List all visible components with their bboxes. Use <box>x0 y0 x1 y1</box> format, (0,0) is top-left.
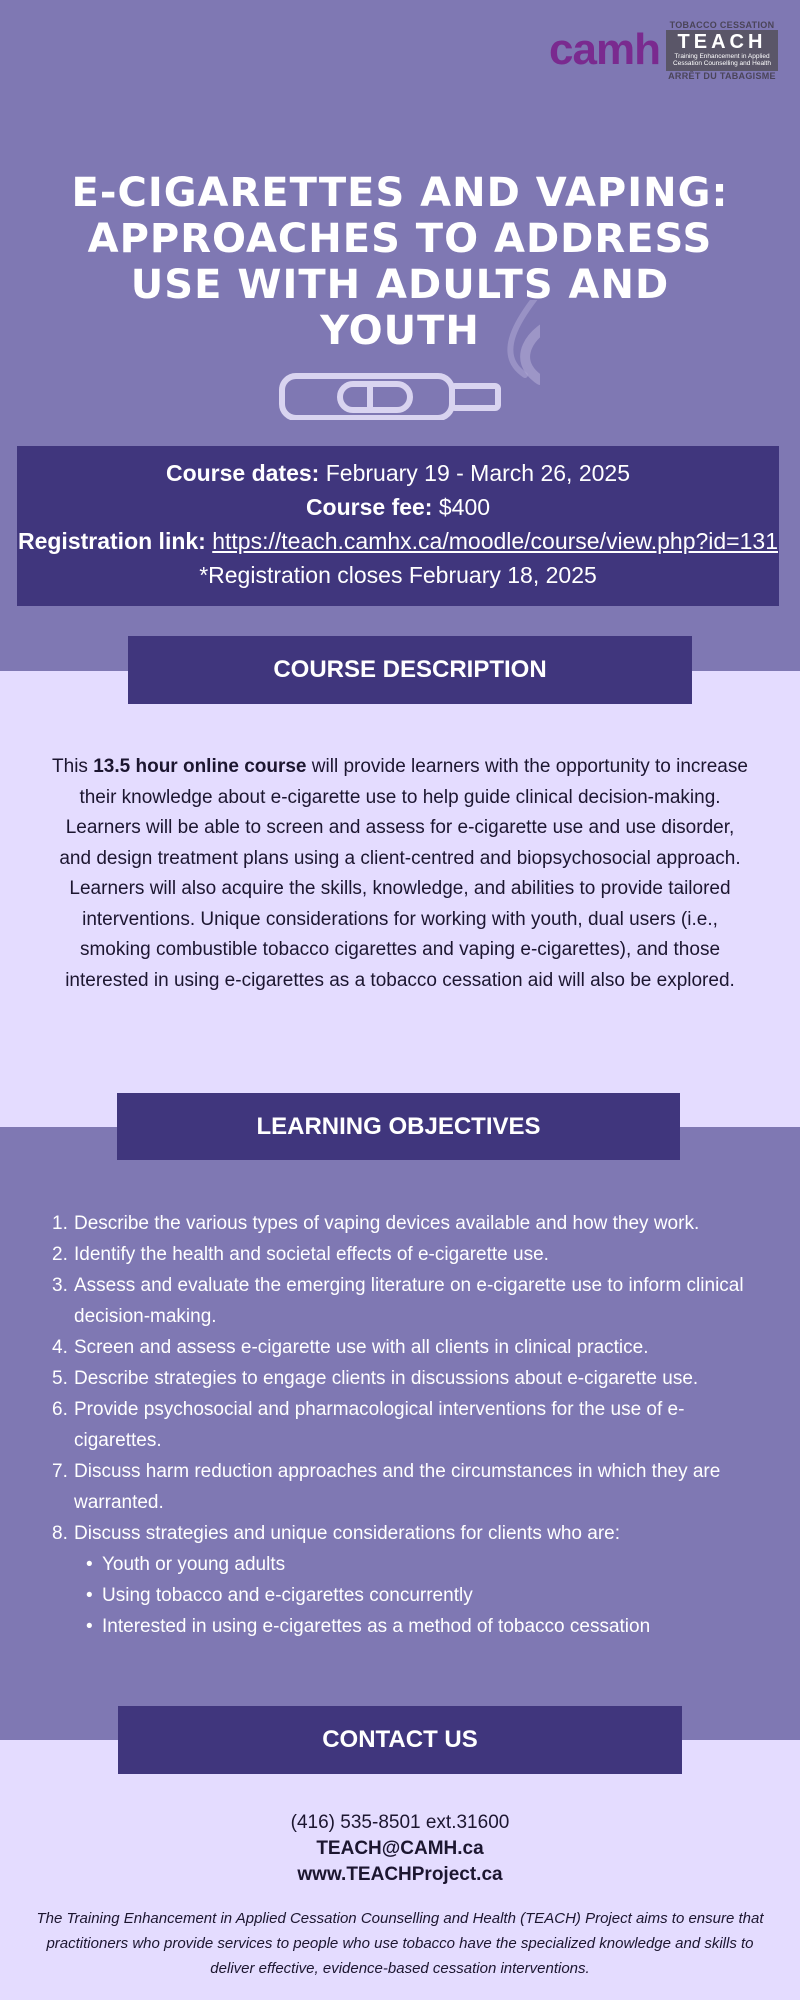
course-fee-label: Course fee: <box>305 494 433 520</box>
list-item <box>48 1518 760 1549</box>
description-rest: will provide learners with the opportunity to increase their knowledge about e-cigarette use to help guide clinical decision-making. Learners will be able to screen and assess for e-cigarette use and use disorder, and design treatment plans using a client-centred and biopsychosocial approach. Learners will also acquire the skills, knowledge, and abilities to provide tailored interventions. Unique considerations for working with youth, dual users (i.e., smoking combustible tobacco cigarettes and vaping e-cigarettes), and those interested in using e-cigarettes as a tobacco cessation aid will also be explored. <box>59 756 748 991</box>
contact-website-text[interactable]: www.TEACHProject.ca <box>297 1864 503 1885</box>
list-item-text: Discuss harm reduction approaches and the circumstances in which they are warranted. <box>74 1461 721 1513</box>
list-item-text: Screen and assess e-cigarette use with all clients in clinical practice. <box>74 1337 649 1358</box>
list-item-text: Identify the health and societal effects of e-cigarette use. <box>74 1244 549 1265</box>
objectives-list <box>48 1208 760 1642</box>
contact-info <box>0 1810 800 1888</box>
registration <box>17 524 779 558</box>
teach-logo-top: TOBACCO CESSATION <box>669 20 775 30</box>
teach-logo-subtitle: Training Enhancement in Applied Cessation Counselling and Health <box>673 53 771 68</box>
teach-logo-bottom: ARRÊT DU TABAGISME <box>668 70 776 81</box>
list-item-number: 8. <box>52 1523 68 1544</box>
course-dates <box>17 456 779 490</box>
contact-website <box>0 1862 800 1888</box>
course-dates-value: February 19 - March 26, 2025 <box>319 460 631 486</box>
list-item-number: 1. <box>52 1213 68 1234</box>
list-item <box>48 1456 760 1518</box>
footnote: The Training Enhancement in Applied Cessation Counselling and Health (TEACH) Project aims to ensure that practitioners who provide services to people who use tobacco have the specialized knowledge and skills to deliver effective, evidence-based cessation interventions. <box>36 1910 764 1977</box>
list-item-number: 6. <box>52 1399 68 1420</box>
description-lead: This <box>52 756 94 777</box>
list-item-number: 3. <box>52 1275 68 1296</box>
course-info-box <box>17 446 779 606</box>
teach-logo-box <box>666 30 778 71</box>
registration-label: Registration link: <box>17 528 206 554</box>
list-item-text: Discuss strategies and unique considerations for clients who are: <box>74 1523 621 1544</box>
registration-link[interactable]: https://teach.camhx.ca/moodle/course/view.php?id=131 <box>212 528 778 554</box>
list-item <box>48 1239 760 1270</box>
teach-logo-word: TEACH <box>677 31 767 53</box>
objectives-heading: LEARNING OBJECTIVES <box>117 1093 680 1160</box>
camh-logo: camh <box>549 25 660 75</box>
contact-email <box>0 1836 800 1862</box>
list-item <box>48 1208 760 1239</box>
list-item-text: Assess and evaluate the emerging literature on e-cigarette use to inform clinical decision-making. <box>74 1275 744 1327</box>
list-item-number: 2. <box>52 1244 68 1265</box>
contact-phone: (416) 535-8501 ext.31600 <box>290 1812 510 1833</box>
sub-list-item: • Using tobacco and e-cigarettes concurrently <box>84 1580 760 1611</box>
list-item <box>48 1363 760 1394</box>
teach-logo <box>666 20 778 81</box>
description-bold: 13.5 hour online course <box>93 756 307 777</box>
list-item-number: 7. <box>52 1461 68 1482</box>
list-item <box>48 1394 760 1456</box>
description-heading: COURSE DESCRIPTION <box>128 636 692 704</box>
course-dates-label: Course dates: <box>165 460 320 486</box>
sub-list-item: • Interested in using e-cigarettes as a method of tobacco cessation <box>84 1611 760 1642</box>
list-item-text: Provide psychosocial and pharmacological interventions for the use of e-cigarettes. <box>74 1399 685 1451</box>
page-title: E-CIGARETTES AND VAPING: APPROACHES TO ADDRESS USE WITH ADULTS AND YOUTH <box>71 170 729 354</box>
list-item-text: Describe the various types of vaping devices available and how they work. <box>74 1213 700 1234</box>
list-item <box>48 1270 760 1332</box>
sub-list-item: • Youth or young adults <box>84 1549 760 1580</box>
registration-closes: *Registration closes February 18, 2025 <box>199 562 597 588</box>
contact-email-text[interactable]: TEACH@CAMH.ca <box>316 1838 484 1859</box>
course-fee <box>17 490 779 524</box>
list-item-number: 4. <box>52 1337 68 1358</box>
course-description <box>52 752 748 996</box>
list-item-text: Describe strategies to engage clients in discussions about e-cigarette use. <box>74 1368 699 1389</box>
list-item <box>48 1332 760 1363</box>
logo <box>549 20 778 81</box>
course-fee-value: $400 <box>432 494 491 520</box>
contact-heading: CONTACT US <box>118 1706 682 1774</box>
list-item-number: 5. <box>52 1368 68 1389</box>
